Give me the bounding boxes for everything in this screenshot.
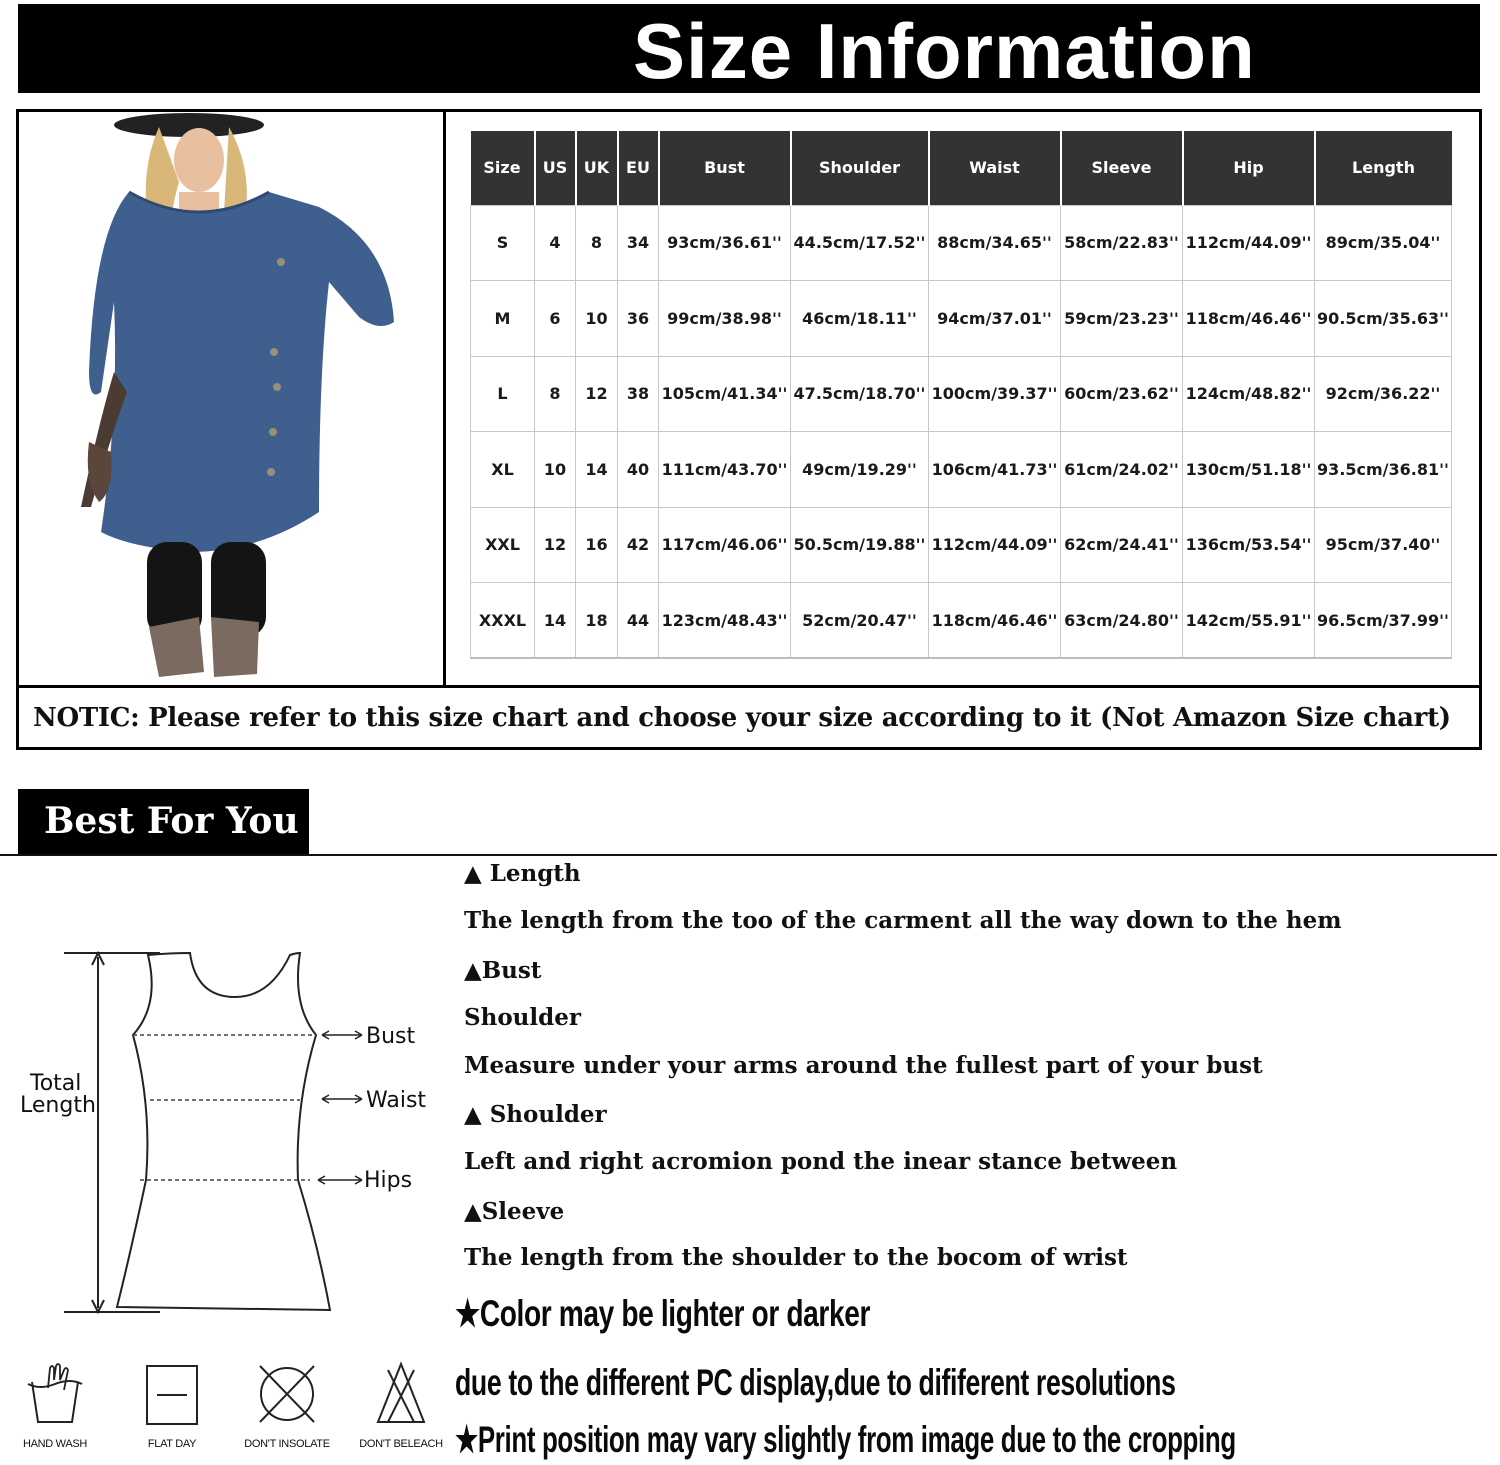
table-cell: XXXL [471, 583, 535, 659]
column-header: UK [576, 131, 618, 205]
table-cell: 93cm/36.61'' [659, 205, 791, 281]
table-cell: 105cm/41.34'' [659, 356, 791, 432]
table-cell: 49cm/19.29'' [791, 432, 929, 508]
do-not-tumble-icon [252, 1360, 322, 1428]
table-cell: 16 [576, 507, 618, 583]
size-information-banner [18, 4, 1480, 93]
table-cell: 142cm/55.91'' [1183, 583, 1315, 659]
color-note-continued: due to the different PC display,due to dififerent resolutions [455, 1362, 1176, 1403]
column-header: Waist [929, 131, 1061, 205]
table-cell: 112cm/44.09'' [929, 507, 1061, 583]
length-heading: ▲ Length [464, 860, 581, 887]
care-item [232, 1360, 342, 1465]
table-cell: 93.5cm/36.81'' [1315, 432, 1452, 508]
sleeve-description: The length from the shoulder to the bocom of wrist [464, 1244, 1128, 1271]
table-cell: 106cm/41.73'' [929, 432, 1061, 508]
table-cell: 14 [535, 583, 576, 659]
do-not-bleach-icon [366, 1360, 436, 1428]
table-cell: 89cm/35.04'' [1315, 205, 1452, 281]
table-row [471, 205, 1452, 281]
table-cell: 47.5cm/18.70'' [791, 356, 929, 432]
table-row [471, 281, 1452, 357]
table-cell: 10 [576, 281, 618, 357]
notice-text: NOTIC: Please refer to this size chart and choose your size according to it (Not Amazon Size chart) [33, 703, 1451, 733]
table-cell: 14 [576, 432, 618, 508]
table-cell: 100cm/39.37'' [929, 356, 1061, 432]
table-row [471, 507, 1452, 583]
table-cell: XL [471, 432, 535, 508]
care-label: FLAT DAY [147, 1438, 197, 1450]
waist-label: Waist [366, 1088, 427, 1113]
table-cell: 12 [535, 507, 576, 583]
care-item [117, 1360, 227, 1465]
table-cell: 117cm/46.06'' [659, 507, 791, 583]
table-cell: 90.5cm/35.63'' [1315, 281, 1452, 357]
table-cell: 124cm/48.82'' [1183, 356, 1315, 432]
column-header: US [535, 131, 576, 205]
table-cell: 38 [618, 356, 659, 432]
table-cell: 42 [618, 507, 659, 583]
care-label: DON'T BELEACH [359, 1438, 443, 1450]
size-chart-panel [16, 109, 1482, 750]
measurement-diagram [0, 935, 450, 1335]
table-cell: 60cm/23.62'' [1061, 356, 1183, 432]
bust-description: Measure under your arms around the fullest part of your bust [464, 1052, 1263, 1079]
care-item [346, 1360, 456, 1465]
size-table [470, 131, 1452, 659]
table-cell: 111cm/43.70'' [659, 432, 791, 508]
bust-heading: ▲Bust [464, 957, 542, 984]
care-label: HAND WASH [22, 1438, 88, 1450]
table-cell: 8 [576, 205, 618, 281]
table-cell: 58cm/22.83'' [1061, 205, 1183, 281]
column-header: Hip [1183, 131, 1315, 205]
table-cell: 46cm/18.11'' [791, 281, 929, 357]
table-cell: 61cm/24.02'' [1061, 432, 1183, 508]
length-description: The length from the too of the carment all the way down to the hem [464, 907, 1342, 934]
table-cell: S [471, 205, 535, 281]
care-label: DON'T INSOLATE [244, 1438, 330, 1450]
model-photo [19, 112, 446, 685]
column-header: Sleeve [1061, 131, 1183, 205]
table-header-row [471, 131, 1452, 205]
table-cell: 44.5cm/17.52'' [791, 205, 929, 281]
care-item [0, 1360, 110, 1465]
table-cell: 92cm/36.22'' [1315, 356, 1452, 432]
table-cell: 40 [618, 432, 659, 508]
flat-dry-icon [137, 1360, 207, 1428]
total-length-label: Total [30, 1071, 82, 1096]
shoulder-heading: ▲ Shoulder [464, 1101, 607, 1128]
best-for-you-tab [18, 789, 309, 855]
bust-label: Bust [366, 1024, 416, 1049]
table-cell: 12 [576, 356, 618, 432]
table-cell: 50.5cm/19.88'' [791, 507, 929, 583]
table-cell: 112cm/44.09'' [1183, 205, 1315, 281]
table-cell: 95cm/37.40'' [1315, 507, 1452, 583]
column-header: Shoulder [791, 131, 929, 205]
column-header: Length [1315, 131, 1452, 205]
table-row [471, 432, 1452, 508]
divider [0, 854, 1497, 856]
table-cell: 123cm/48.43'' [659, 583, 791, 659]
color-note: ★Color may be lighter or darker [455, 1293, 871, 1334]
page-title: Size Information [633, 7, 1256, 95]
table-cell: 52cm/20.47'' [791, 583, 929, 659]
table-cell: 8 [535, 356, 576, 432]
sleeve-heading: ▲Sleeve [464, 1198, 565, 1225]
table-row [471, 583, 1452, 659]
table-cell: 136cm/53.54'' [1183, 507, 1315, 583]
table-cell: 130cm/51.18'' [1183, 432, 1315, 508]
print-note: ★Print position may vary slightly from image due to the cropping [455, 1419, 1236, 1460]
table-cell: 36 [618, 281, 659, 357]
column-header: EU [618, 131, 659, 205]
table-cell: 34 [618, 205, 659, 281]
hand-wash-icon [20, 1360, 90, 1428]
table-cell: 118cm/46.46'' [1183, 281, 1315, 357]
table-cell: 4 [535, 205, 576, 281]
bust-subheading: Shoulder [464, 1004, 581, 1031]
model-illustration [19, 112, 443, 685]
table-cell: 62cm/24.41'' [1061, 507, 1183, 583]
notice-bar [19, 685, 1479, 747]
column-header: Bust [659, 131, 791, 205]
table-cell: 96.5cm/37.99'' [1315, 583, 1452, 659]
table-cell: 94cm/37.01'' [929, 281, 1061, 357]
section-title: Best For You [44, 800, 299, 842]
table-cell: 118cm/46.46'' [929, 583, 1061, 659]
table-cell: 6 [535, 281, 576, 357]
table-cell: 10 [535, 432, 576, 508]
table-cell: 44 [618, 583, 659, 659]
hips-label: Hips [364, 1168, 413, 1193]
table-cell: 18 [576, 583, 618, 659]
table-cell: 59cm/23.23'' [1061, 281, 1183, 357]
table-cell: 63cm/24.80'' [1061, 583, 1183, 659]
table-cell: L [471, 356, 535, 432]
total-length-label: Length [20, 1093, 96, 1118]
table-cell: XXL [471, 507, 535, 583]
table-cell: 88cm/34.65'' [929, 205, 1061, 281]
column-header: Size [471, 131, 535, 205]
table-row [471, 356, 1452, 432]
table-cell: 99cm/38.98'' [659, 281, 791, 357]
shoulder-description: Left and right acromion pond the inear stance between [464, 1148, 1178, 1175]
table-cell: M [471, 281, 535, 357]
